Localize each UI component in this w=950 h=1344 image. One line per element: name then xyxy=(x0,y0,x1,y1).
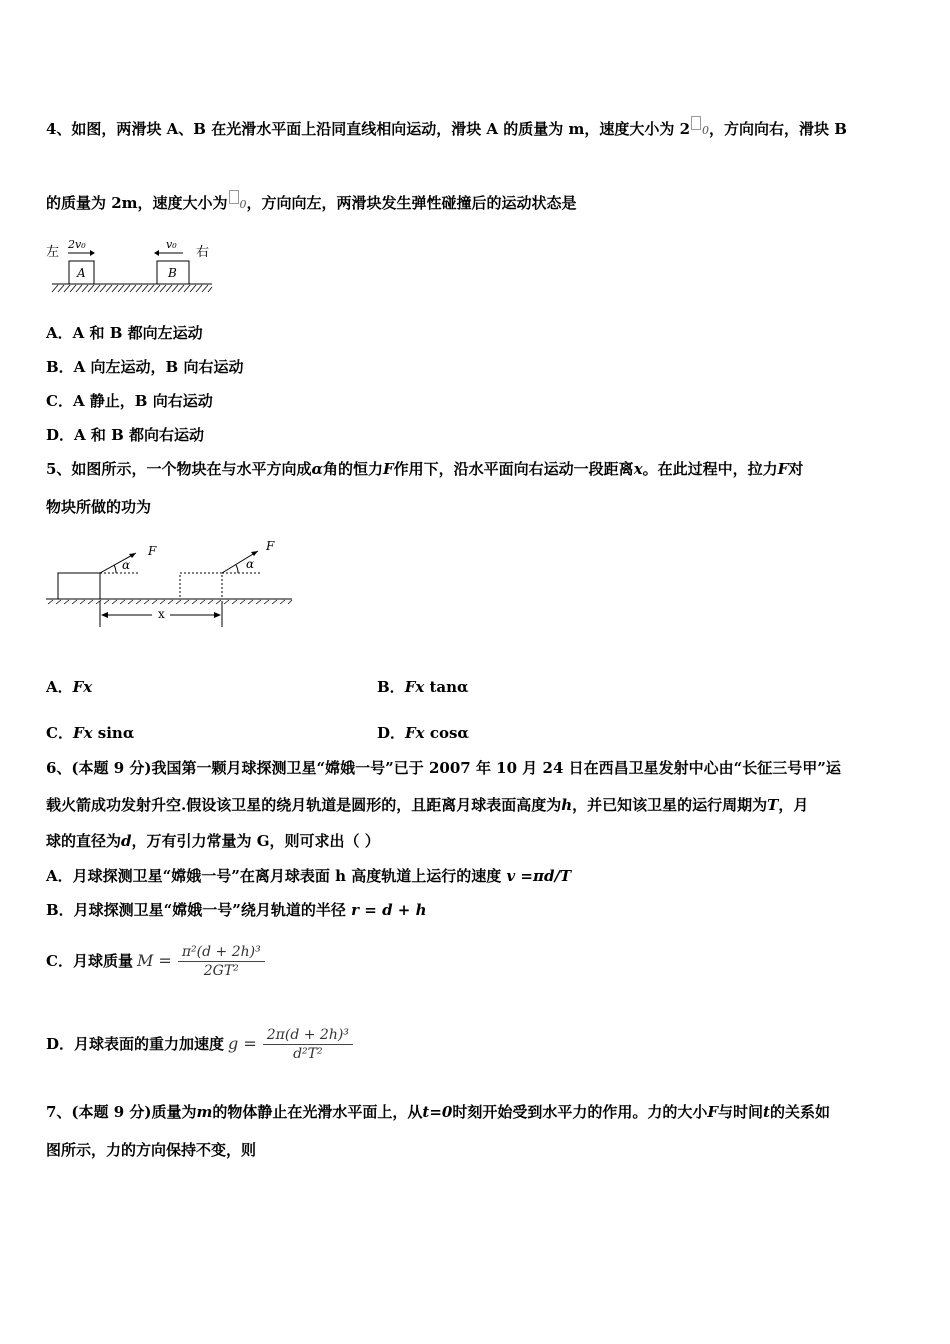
q5-f-2: F xyxy=(777,460,789,478)
q6-text-2b: ，并已知该卫星的运行周期为 xyxy=(572,796,768,814)
q4-line-1 xyxy=(46,116,847,141)
q7-f: F xyxy=(707,1103,719,1121)
dist-arrowhead-left-icon xyxy=(101,612,108,618)
q6-t: T xyxy=(767,796,779,814)
ground-hatch xyxy=(52,285,212,292)
q6-option-c-denominator: 2GT² xyxy=(203,962,239,979)
q4-text-2: 的质量为 2m，速度大小为 xyxy=(46,194,228,212)
q6-option-b-formula: r = d + h xyxy=(351,901,427,919)
q5-text-2: 物块所做的功为 xyxy=(46,498,152,516)
va-arrowhead-icon xyxy=(90,250,95,256)
q7-text-b: 的物体静止在光滑水平面上，从 xyxy=(212,1103,423,1121)
q7-text-a: 7、(本题 9 分)质量为 xyxy=(46,1103,197,1121)
q5-text-b: 角的恒力 xyxy=(323,460,384,478)
q6-line-2 xyxy=(46,795,808,815)
q6-option-c-lhs: M = xyxy=(136,951,172,970)
q5-option-c-label: C． xyxy=(46,724,73,742)
q6-text-1: 6、(本题 9 分)我国第一颗月球探测卫星“嫦娥一号”已于 2007 年 10 月 24 日在西昌卫星发射中心由“长征三号甲”运 xyxy=(46,759,841,777)
force-arrowhead-2-icon xyxy=(251,551,258,556)
q6-text-2a: 载火箭成功发射升空.假设该卫星的绕月轨道是圆形的，且距离月球表面高度为 xyxy=(46,796,562,814)
f-label-1: F xyxy=(148,544,157,558)
q6-option-a-text: A．月球探测卫星“嫦娥一号”在离月球表面 h 高度轨道上运行的速度 xyxy=(46,867,502,885)
q4-option-d[interactable] xyxy=(46,425,204,445)
q5-text-a: 5、如图所示，一个物块在与水平方向成 xyxy=(46,460,312,478)
q5-option-d-fn: cosα xyxy=(424,724,469,742)
q6-option-d[interactable] xyxy=(46,1023,353,1064)
q6-option-c[interactable] xyxy=(46,940,265,981)
q5-text-d: 。在此过程中，拉力 xyxy=(642,460,778,478)
q6-line-1 xyxy=(46,758,841,778)
q7-text-c: 时刻开始受到水平力的作用。力的大小 xyxy=(452,1103,708,1121)
q4-line-2 xyxy=(46,190,577,215)
q4-text-tail: ，方向向右，滑块 B xyxy=(709,120,847,138)
q4-option-c[interactable] xyxy=(46,391,213,411)
alpha-label-2: α xyxy=(246,557,255,571)
q6-option-c-numerator: π²(d + 2h)³ xyxy=(178,943,265,962)
ground-hatch xyxy=(48,600,292,604)
q5-option-d-value: Fx xyxy=(405,724,425,742)
q7-text-e: 的关系如 xyxy=(769,1103,830,1121)
q4-text-2-tail: ，方向向左，两滑块发生弹性碰撞后的运动状态是 xyxy=(246,194,577,212)
dist-arrowhead-right-icon xyxy=(214,612,221,618)
block-a-label: A xyxy=(77,266,86,280)
q7-m: m xyxy=(196,1103,213,1121)
v0-subscript-icon: 0 xyxy=(702,124,710,137)
q5-option-c-value: Fx xyxy=(72,724,93,742)
q4-option-c-text: C．A 静止，B 向右运动 xyxy=(46,392,213,410)
q7-t0: t=0 xyxy=(422,1103,453,1121)
q5-option-a[interactable] xyxy=(46,677,92,697)
q6-text-3b: ，万有引力常量为 G，则可求出（ ） xyxy=(131,832,380,850)
block-b-label: B xyxy=(168,266,177,280)
x-label: x xyxy=(158,607,165,621)
q6-option-c-fraction xyxy=(178,943,265,980)
q4-option-b-text: B．A 向左运动，B 向右运动 xyxy=(46,358,244,376)
q6-option-d-lhs: g = xyxy=(228,1034,257,1053)
q5-option-c[interactable] xyxy=(46,723,134,743)
q5-line-2 xyxy=(46,497,151,517)
q5-alpha: α xyxy=(311,460,323,478)
q5-option-c-fn: sinα xyxy=(92,724,135,742)
q7-text-2: 图所示，力的方向保持不变，则 xyxy=(46,1141,257,1159)
q5-f: F xyxy=(383,460,394,478)
missing-glyph-icon xyxy=(691,116,701,130)
alpha-label-1: α xyxy=(122,558,131,572)
q6-option-d-numerator: 2π(d + 2h)³ xyxy=(263,1026,353,1045)
q5-option-d-label: D． xyxy=(377,724,406,742)
vb-label: v₀ xyxy=(166,238,177,251)
fig-right-label: 右 xyxy=(196,245,210,260)
q6-d: d xyxy=(121,832,132,850)
angle-arc-2 xyxy=(236,565,238,573)
q7-line-2 xyxy=(46,1140,256,1160)
q6-option-b[interactable] xyxy=(46,900,427,920)
angle-arc-1 xyxy=(114,565,116,573)
q6-option-b-text: B．月球探测卫星“嫦娥一号”绕月轨道的半径 xyxy=(46,901,346,919)
q6-text-3a: 球的直径为 xyxy=(46,832,122,850)
q6-option-d-denominator: d²T² xyxy=(293,1045,323,1062)
q4-figure xyxy=(46,234,216,296)
q7-line-1 xyxy=(46,1102,830,1122)
q5-text-e: 对 xyxy=(788,460,804,478)
block-start xyxy=(58,573,100,599)
missing-glyph-icon xyxy=(229,190,239,204)
q5-option-d[interactable] xyxy=(377,723,469,743)
q6-option-d-fraction xyxy=(263,1026,353,1063)
q7-text-d: 与时间 xyxy=(718,1103,764,1121)
f-label-2: F xyxy=(266,539,275,553)
q4-option-a[interactable] xyxy=(46,323,203,343)
q7-t: t xyxy=(763,1103,770,1121)
q5-option-a-value: Fx xyxy=(72,678,93,696)
q6-option-a[interactable] xyxy=(46,866,571,886)
q5-option-b-label: B． xyxy=(377,678,405,696)
q6-h: h xyxy=(561,796,573,814)
q5-line-1 xyxy=(46,459,803,479)
q5-option-b[interactable] xyxy=(377,677,469,697)
q5-option-a-label: A． xyxy=(46,678,73,696)
q5-option-b-value: Fx xyxy=(404,678,425,696)
q5-text-c: 作用下，沿水平面向右运动一段距离 xyxy=(393,460,634,478)
q5-x: x xyxy=(633,460,643,478)
q4-option-d-text: D．A 和 B 都向右运动 xyxy=(46,426,204,444)
q6-option-c-text: C．月球质量 xyxy=(46,952,133,970)
fig-left-label: 左 xyxy=(46,245,60,260)
q6-line-3 xyxy=(46,831,380,851)
q4-option-a-text: A．A 和 B 都向左运动 xyxy=(46,324,203,342)
vb-arrowhead-icon xyxy=(154,250,159,256)
q5-figure xyxy=(46,537,296,629)
q4-text: 4、如图，两滑块 A、B 在光滑水平面上沿同直线相向运动，滑块 A 的质量为 m，速度大小为 2 xyxy=(46,120,691,138)
q5-option-b-fn: tanα xyxy=(424,678,469,696)
block-end xyxy=(180,573,222,599)
v0-subscript-icon: 0 xyxy=(239,198,247,211)
q6-text-2c: ，月 xyxy=(778,796,809,814)
q6-option-a-formula: v =πd/T xyxy=(506,867,572,885)
q6-option-d-text: D．月球表面的重力加速度 xyxy=(46,1035,225,1053)
q4-option-b[interactable] xyxy=(46,357,243,377)
va-label: 2v₀ xyxy=(68,238,86,251)
